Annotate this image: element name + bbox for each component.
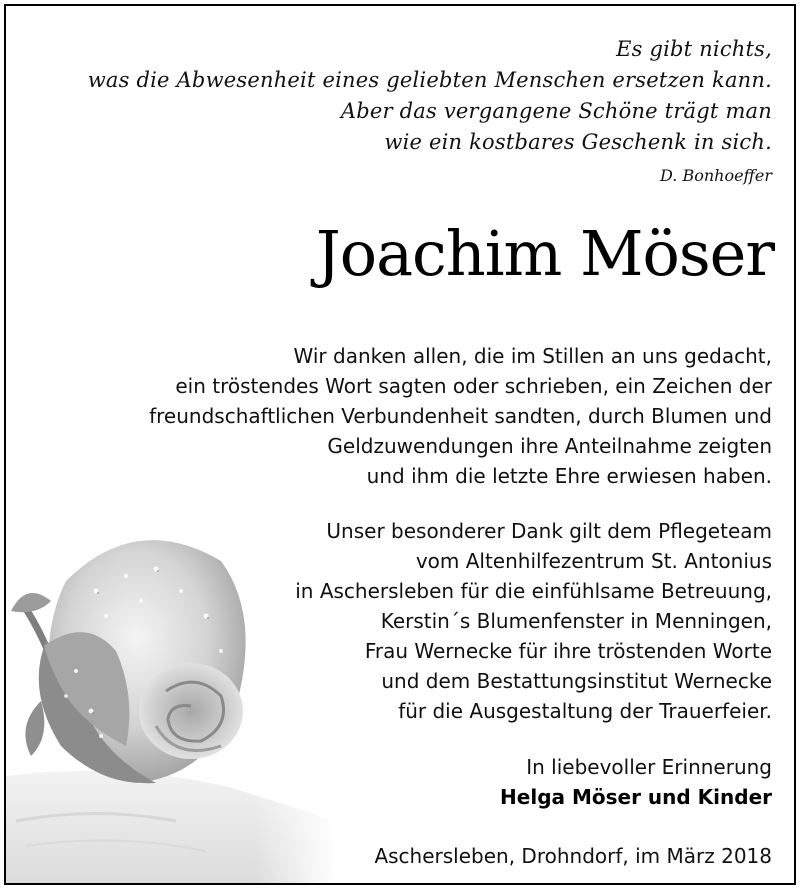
signers-names: Helga Möser und Kinder [500, 785, 772, 809]
thanks-line: Wir danken allen, die im Stillen an uns gedacht, [293, 344, 772, 368]
special-thanks-line: vom Altenhilfezentrum St. Antonius [415, 549, 772, 573]
special-thanks-line: Unser besonderer Dank gilt dem Pflegeteam [326, 519, 772, 543]
remembrance-text: In liebevoller Erinnerung [526, 755, 772, 779]
thanks-line: Geldzuwendungen ihre Anteilnahme zeigten [327, 434, 772, 458]
thanks-line: freundschaftlichen Verbundenheit sandten, durch Blumen und [149, 404, 772, 428]
special-thanks-paragraph [295, 516, 772, 726]
bonhoeffer-quote [88, 34, 772, 158]
deceased-name: Joachim Möser [315, 217, 774, 290]
quote-line: was die Abwesenheit eines geliebten Menschen ersetzen kann. [87, 68, 772, 92]
obituary-notice [4, 4, 796, 885]
quote-line: Es gibt nichts, [616, 37, 772, 61]
special-thanks-line: in Aschersleben für die einfühlsame Betreuung, [295, 579, 772, 603]
thanks-line: ein tröstendes Wort sagten oder schrieben, ein Zeichen der [175, 374, 772, 398]
special-thanks-line: Frau Wernecke für ihre tröstenden Worte [364, 639, 772, 663]
place-and-date: Aschersleben, Drohndorf, im März 2018 [374, 844, 772, 868]
quote-author: D. Bonhoeffer [660, 166, 772, 185]
rose-image [6, 521, 336, 885]
thanks-line: und ihm die letzte Ehre erwiesen haben. [366, 464, 772, 488]
special-thanks-line: für die Ausgestaltung der Trauerfeier. [398, 699, 772, 723]
special-thanks-line: und dem Bestattungsinstitut Wernecke [381, 669, 772, 693]
quote-line: wie ein kostbares Geschenk in sich. [384, 130, 772, 154]
closing-block [500, 752, 772, 812]
quote-line: Aber das vergangene Schöne trägt man [340, 99, 772, 123]
special-thanks-line: Kerstin´s Blumenfenster in Menningen, [380, 609, 772, 633]
thanks-paragraph [149, 341, 772, 491]
